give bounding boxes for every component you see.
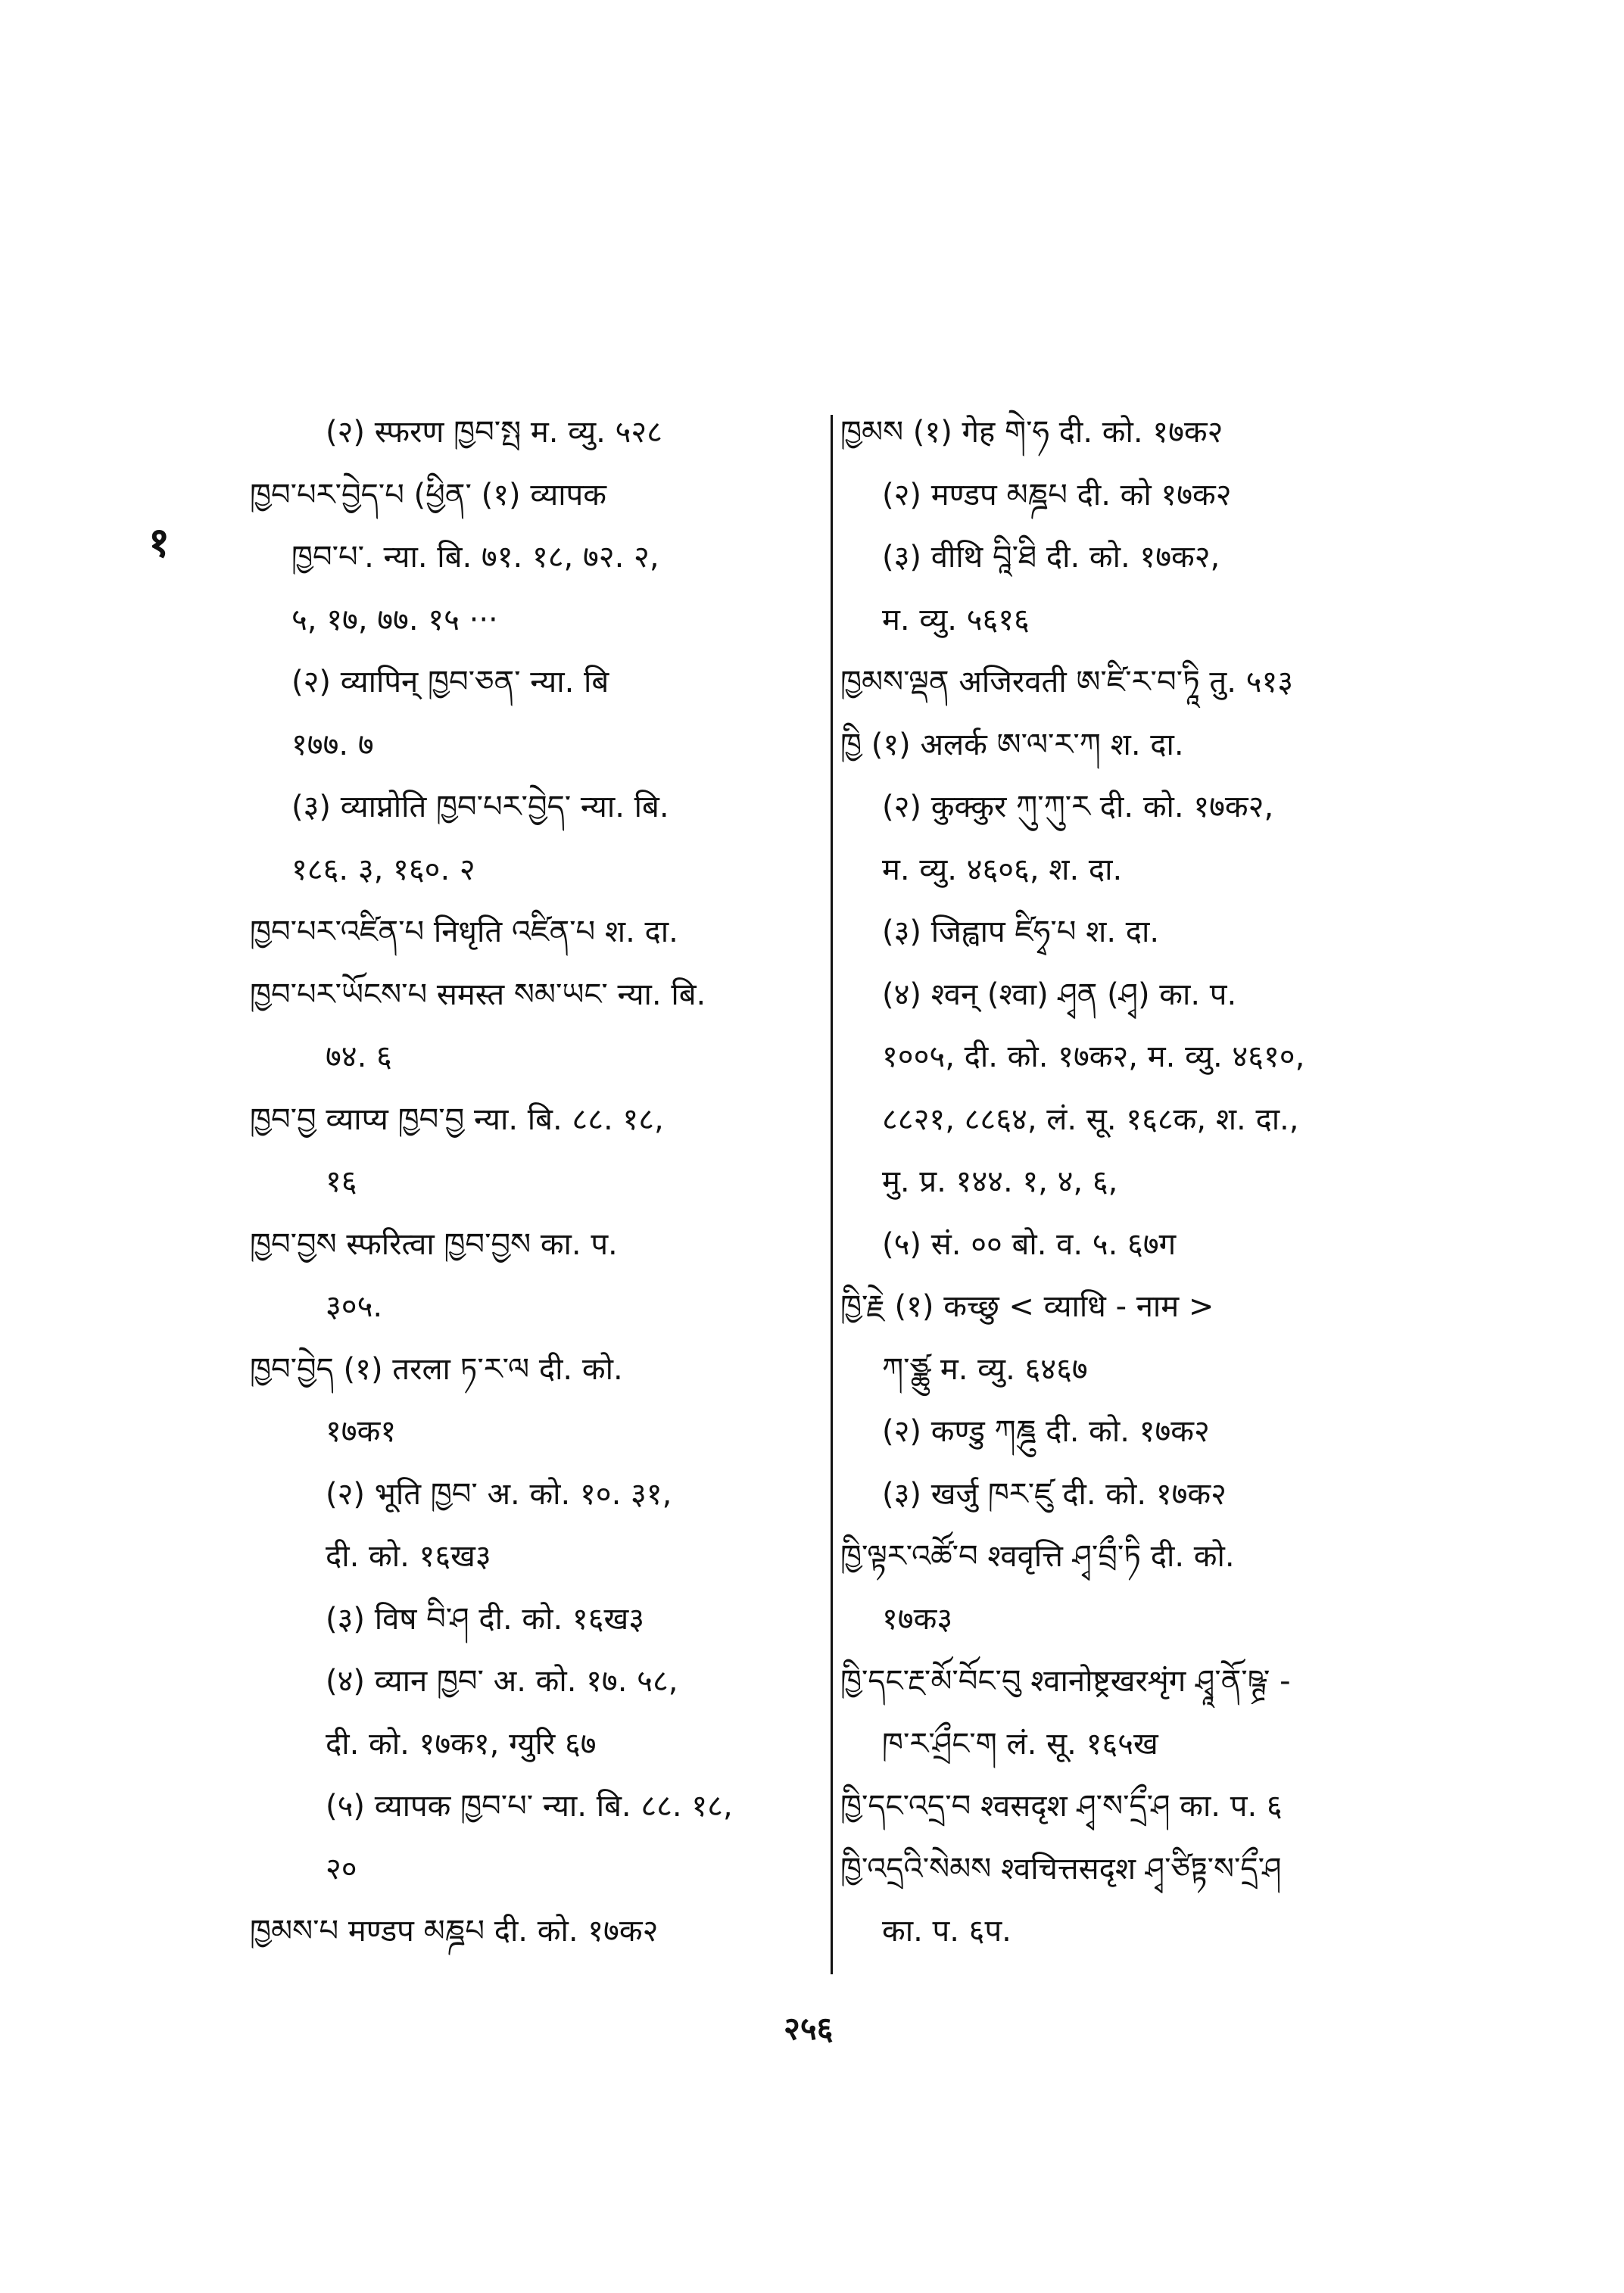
dictionary-line: ཁ་ར་ཤྲྀང་ག लं. सू. १६५ख — [882, 1726, 1158, 1762]
dictionary-line: ཁྱབ་བྱེད (१) तरला ཏ་ར་ལ दी. को. — [250, 1351, 623, 1387]
dictionary-line: ཁྱབ་བྱས स्फरित्वा ཁྱབ་བྱས का. प. — [250, 1226, 618, 1262]
column-divider — [831, 415, 833, 1974]
dictionary-line: ཁྱབ་པར་ཡོངས་པ समस्त སམ་ཡང་ न्या. बि. — [250, 977, 706, 1012]
dictionary-line: १८६. ३, १६०. २ — [291, 852, 475, 887]
left-column — [250, 401, 833, 1963]
dictionary-line: ཁྱམས (१) गेह གེ་ཧ दी. को. १७क२ — [840, 415, 1223, 450]
dictionary-line: ३०५. — [326, 1289, 383, 1324]
dictionary-line: (२) मण्डप མཎྜཔ दी. को १७क२ — [882, 477, 1232, 512]
right-column — [840, 401, 1439, 1963]
dictionary-line: १७७. ७ — [291, 727, 374, 762]
dictionary-line: (२) स्फरण ཁྱབ་སྤ म. व्यु. ५२८ — [326, 415, 662, 450]
dictionary-line: (२) कुक्कुर ཀུ་ཀུ་ར दी. को. १७क२, — [882, 790, 1274, 824]
dictionary-line: (३) व्याप्नोति ཁྱབ་པར་བྱེད་ न्या. बि. — [291, 790, 669, 824]
page-number: २५६ — [784, 2010, 834, 2047]
dictionary-line: ཁྱི་འདྲའི་སེམས श्वचित्तसदृश ཤྭ་ཙིཏྟ་ས་དྲྀ་ཤ — [840, 1851, 1282, 1886]
dictionary-line: (४) व्यान ཁྱབ་ अ. को. १७. ५८, — [326, 1664, 678, 1699]
dictionary-line: (२) व्यापिन् ཁྱབ་ཅན་ न्या. बि — [291, 665, 609, 699]
dictionary-line: मु. प्र. १४४. १, ४, ६, — [882, 1164, 1118, 1199]
margin-mark: १ — [148, 519, 170, 566]
dictionary-line: ཁྱི་དང་རྔ་མོ་བོང་བུ श्वानोष्ट्रखरशृंग ཤྭཱ་ནོ་ཥྚྲ་ - — [840, 1664, 1291, 1699]
dictionary-line: (३) विष བི་ཤ दी. को. १६ख३ — [326, 1601, 645, 1637]
dictionary-line: ཁྱམས་པ मण्डप མཎྜཔ दी. को. १७क२ — [250, 1914, 659, 1949]
dictionary-line: ཁྱི་ལྟར་འཚོ་བ श्ववृत्ति ཤྭ་བྲྀ་ཏི दी. को. — [840, 1539, 1235, 1574]
dictionary-line: १००५, दी. को. १७क२, म. व्यु. ४६१०, — [882, 1039, 1305, 1074]
dictionary-line: म. व्यु. ४६०६, श. दा. — [882, 852, 1123, 887]
dictionary-line: (३) जिह्वाप ཛིཧྭ་པ श. दा. — [882, 914, 1160, 949]
dictionary-line: २० — [326, 1851, 357, 1886]
dictionary-line: ཁྱི (१) अलर्क ཨ་ལ་ར་ཀ श. दा. — [840, 727, 1184, 762]
dictionary-line: ཁྱབ་པ་. न्या. बि. ७१. १८, ७२. २, — [291, 540, 659, 575]
dictionary-line: ཀ་ཙྪུ म. व्यु. ६४६७ — [882, 1351, 1088, 1387]
dictionary-line: (३) वीथि བཱི་ཐི दी. को. १७क२, — [882, 540, 1220, 575]
dictionary-line: १७क१ — [326, 1414, 397, 1449]
dictionary-line: ཁྱབ་བྱ व्याप्य ཁྱབ་བྱ न्या. बि. ८८. १८, — [250, 1101, 664, 1137]
dictionary-line: ७४. ६ — [326, 1039, 392, 1074]
dictionary-line: म. व्यु. ५६१६ — [882, 602, 1030, 637]
dictionary-line: ཁྱབ་པར་བྱེད་པ (ཕྱིན་ (१) व्यापक — [250, 477, 607, 512]
dictionary-line: १६ — [326, 1164, 357, 1199]
dictionary-line: ཁྱི་རྗེ (१) कच्छु < व्याधि - नाम > — [840, 1289, 1214, 1324]
dictionary-line: ཁྱམས་ལྡན अजिरवती ཨ་ཛི་ར་བ་ཏཱི तु. ५१३ — [840, 665, 1294, 699]
dictionary-line: (५) व्यापक ཁྱབ་པ་ न्या. बि. ८८. १८, — [326, 1789, 733, 1824]
dictionary-line: ५, १७, ७७. १५ ··· — [291, 602, 498, 637]
dictionary-line: (५) सं. ०० बो. व. ५. ६७ग — [882, 1226, 1177, 1262]
dictionary-line: (३) खर्जु ཁར་ཛུ दी. को. १७क२ — [882, 1476, 1227, 1512]
dictionary-line: १७क३ — [882, 1601, 953, 1637]
dictionary-line: ८८२१, ८८६४, लं. सू. १६८क, श. दा., — [882, 1101, 1299, 1137]
dictionary-line: (२) भूति ཁྱབ་ अ. को. १०. ३१, — [326, 1476, 672, 1512]
dictionary-line: का. प. ६प. — [882, 1914, 1011, 1949]
dictionary-line: ཁྱི་དང་འདྲ་བ श्वसदृश ཤྭ་ས་དྲྀ་ཤ का. प. ६ — [840, 1789, 1283, 1824]
dictionary-line: ཁྱབ་པར་འཛིན་པ निधृति འཛིན་པ श. दा. — [250, 914, 678, 949]
dictionary-line: दी. को. १७क१, ग्युरि ६७ — [326, 1726, 597, 1762]
dictionary-line: (४) श्वन् (श्वा) ཤྭན (ཤྭ) का. प. — [882, 977, 1237, 1012]
dictionary-line: (२) कण्डु ཀཎྜུ दी. को. १७क२ — [882, 1414, 1210, 1449]
dictionary-line: दी. को. १६ख३ — [326, 1539, 491, 1574]
